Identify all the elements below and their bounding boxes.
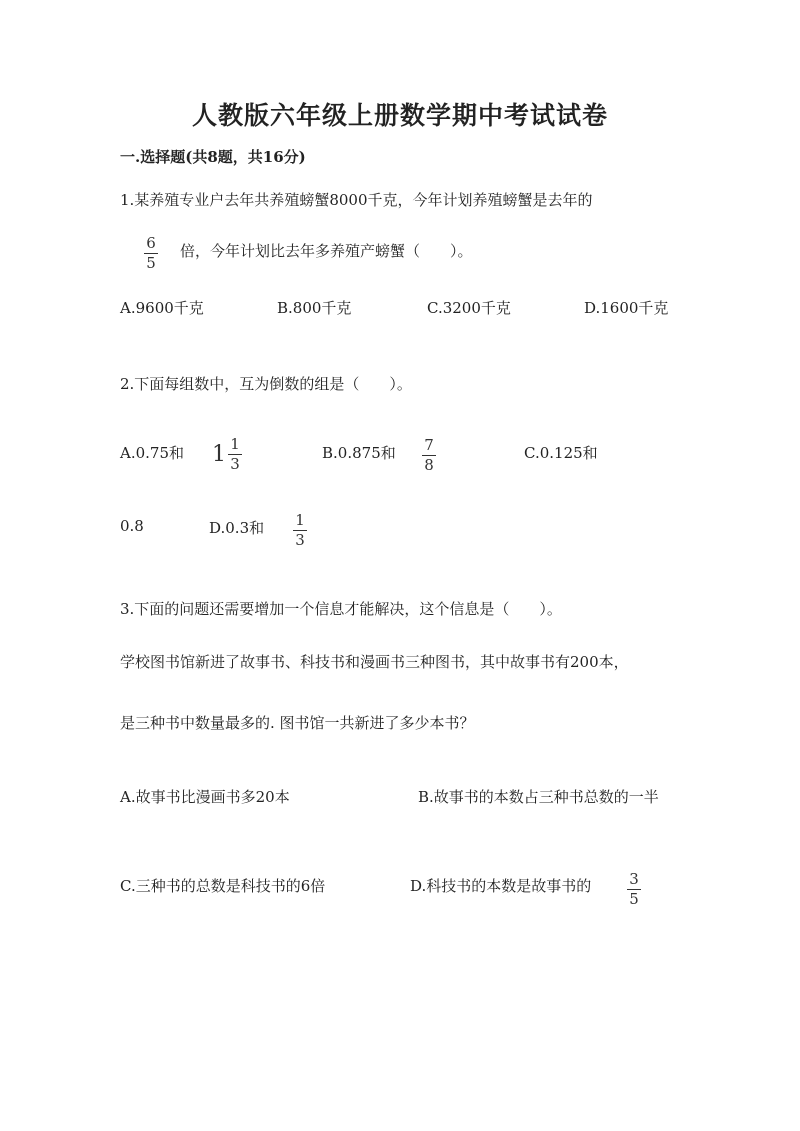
q2-option-b-label[interactable]: B.0.875和 xyxy=(322,444,396,462)
q2-b-den: 8 xyxy=(424,456,434,474)
q3-option-d-fraction xyxy=(627,869,641,907)
q1-option-b[interactable]: B.800千克 xyxy=(277,299,352,317)
q1-option-a[interactable]: A.9600千克 xyxy=(120,299,204,317)
q1-fraction xyxy=(144,233,158,271)
q1-frac-num: 6 xyxy=(146,234,156,252)
q2-option-a-label[interactable]: A.0.75和 xyxy=(120,444,184,462)
q3-option-c[interactable]: C.三种书的总数是科技书的6倍 xyxy=(120,877,326,895)
q2-option-a-mixed-number xyxy=(212,437,242,472)
q2-option-c-value: 0.8 xyxy=(120,517,144,535)
q3-paragraph-line2: 是三种书中数量最多的. 图书馆一共新进了多少本书？ xyxy=(120,714,475,732)
q2-d-num: 1 xyxy=(295,511,305,529)
q2-option-d-label[interactable]: D.0.3和 xyxy=(209,519,265,537)
section-heading: 一.选择题(共8题，共16分) xyxy=(120,148,306,166)
q2-option-d-fraction xyxy=(293,510,307,548)
q3-option-b[interactable]: B.故事书的本数占三种书总数的一半 xyxy=(418,788,659,806)
q2-option-c-label[interactable]: C.0.125和 xyxy=(524,444,598,462)
q3-d-den: 5 xyxy=(629,890,639,908)
q2-option-b-fraction xyxy=(422,435,436,473)
q1-frac-den: 5 xyxy=(146,254,156,272)
q2-b-num: 7 xyxy=(424,436,434,454)
q3-d-num: 3 xyxy=(629,870,639,888)
q2-stem: 2.下面每组数中，互为倒数的组是（ ）。 xyxy=(120,375,412,393)
q1-option-c[interactable]: C.3200千克 xyxy=(427,299,511,317)
q3-paragraph-line1: 学校图书馆新进了故事书、科技书和漫画书三种图书，其中故事书有200本， xyxy=(120,653,629,671)
q2-a-num: 1 xyxy=(230,435,240,453)
q3-option-d[interactable]: D.科技书的本数是故事书的 xyxy=(410,877,592,895)
q2-a-whole: 1 xyxy=(212,442,226,467)
q3-option-a[interactable]: A.故事书比漫画书多20本 xyxy=(120,788,290,806)
page-title: 人教版六年级上册数学期中考试试卷 xyxy=(191,101,608,130)
q3-stem: 3.下面的问题还需要增加一个信息才能解决，这个信息是（ ）。 xyxy=(120,600,562,618)
q1-stem-line1: 1.某养殖专业户去年共养殖螃蟹8000千克，今年计划养殖螃蟹是去年的 xyxy=(120,191,593,209)
q1-stem-line2: 倍，今年计划比去年多养殖产螃蟹（ ）。 xyxy=(180,242,473,260)
q1-option-d[interactable]: D.1600千克 xyxy=(584,299,669,317)
q2-d-den: 3 xyxy=(295,531,305,549)
q2-a-den: 3 xyxy=(230,455,240,473)
